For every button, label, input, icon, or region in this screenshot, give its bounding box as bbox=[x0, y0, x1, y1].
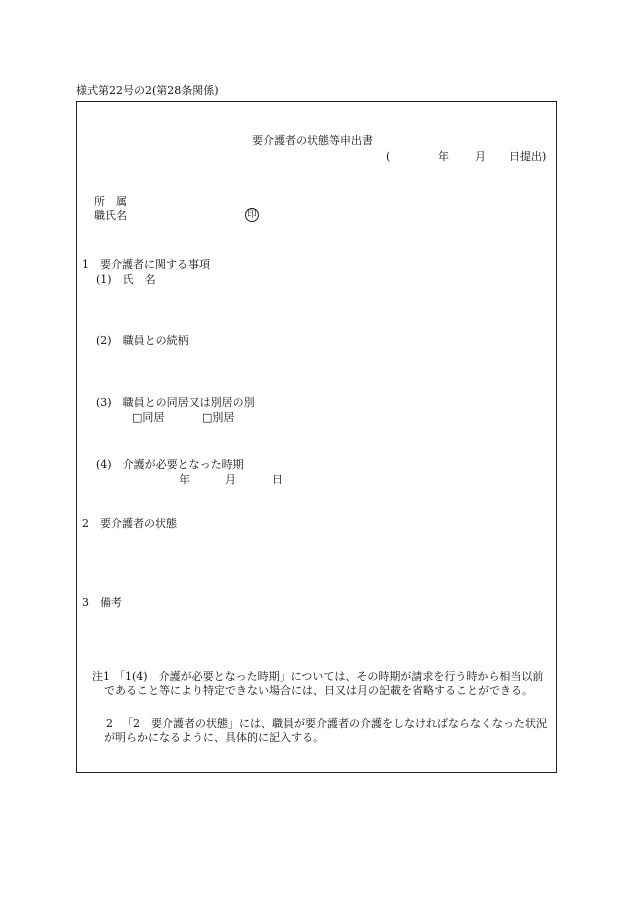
care-start-month: 月 bbox=[225, 473, 236, 486]
note2-marker: 2 bbox=[106, 717, 113, 730]
submission-date-month: 月 bbox=[475, 150, 486, 163]
submission-date-day: 日提出) bbox=[509, 150, 547, 163]
submission-date-year: 年 bbox=[438, 150, 449, 163]
affiliation-label: 所 属 bbox=[94, 195, 127, 208]
care-start-day: 日 bbox=[272, 473, 283, 486]
checkbox-cohabit[interactable]: □同居 bbox=[132, 411, 165, 424]
section1-item-cohabitation: (3) 職員との同居又は別居の別 bbox=[96, 396, 255, 409]
section1-item-care-start: (4) 介護が必要となった時期 bbox=[96, 458, 244, 471]
form-title: 要介護者の状態等申出書 bbox=[252, 134, 373, 147]
note2-text: 「2 要介護者の状態」には、職員が要介護者の介護をしなければならなくなった状況が明らかになるように、具体的に記入する。 bbox=[104, 717, 547, 744]
checkbox-separate[interactable]: □別居 bbox=[202, 411, 235, 424]
note1-marker: 注1 bbox=[92, 670, 110, 683]
submission-date-open-paren: ( bbox=[386, 150, 391, 163]
section2-heading: 2 要介護者の状態 bbox=[82, 517, 177, 530]
note1-text: 「1(4) 介護が必要となった時期」については、その時期が請求を行う時から相当以前であること等により特定できない場合には、日又は月の記載を省略することができる。 bbox=[104, 670, 544, 697]
section1-item-relationship: (2) 職員との続柄 bbox=[96, 334, 189, 347]
name-label: 職氏名 bbox=[94, 209, 127, 222]
form-number: 様式第22号の2(第28条関係) bbox=[76, 84, 219, 97]
section1-item-name: (1) 氏 名 bbox=[96, 273, 156, 286]
section1-heading: 1 要介護者に関する事項 bbox=[82, 258, 210, 271]
care-start-year: 年 bbox=[179, 473, 190, 486]
seal-mark: 印 bbox=[245, 208, 259, 222]
section3-heading: 3 備考 bbox=[82, 596, 122, 609]
